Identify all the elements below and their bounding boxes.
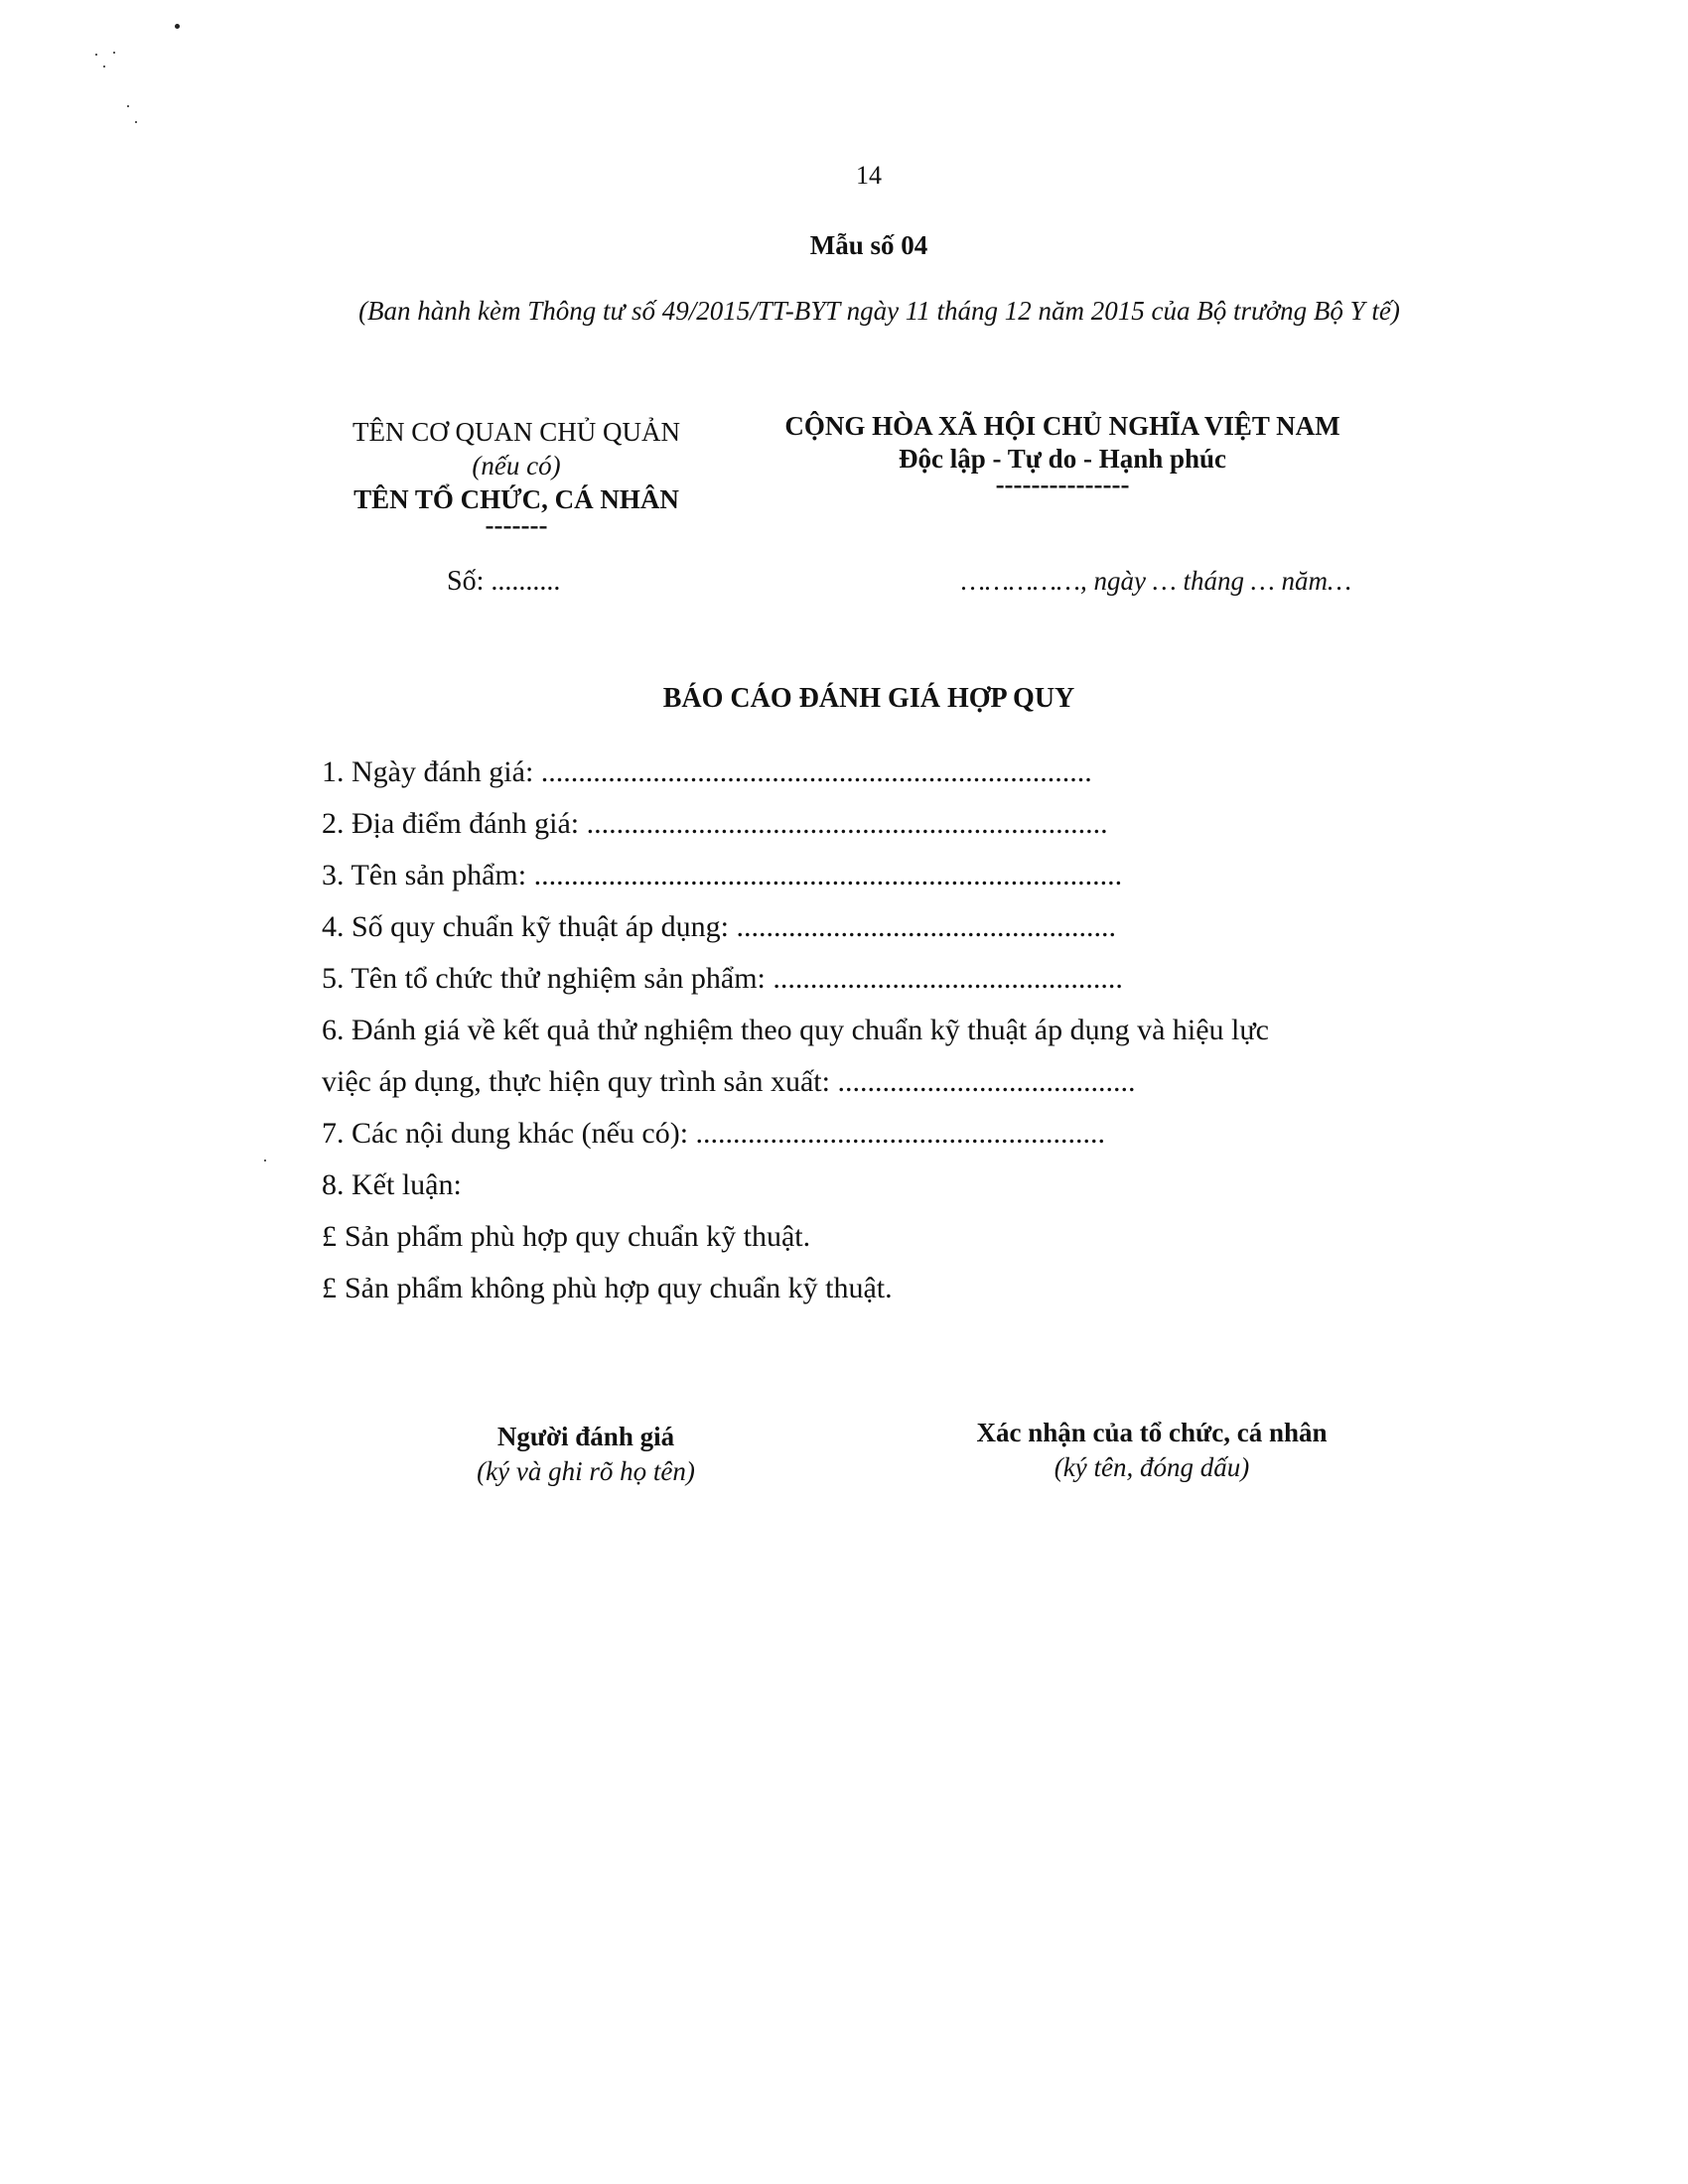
signature-evaluator-note: (ký và ghi rõ họ tên) [477,1456,695,1486]
report-item: 4. Số quy chuẩn kỹ thuật áp dụng: ................................................... [322,910,1116,943]
scan-speck [113,52,115,54]
page-number: 14 [856,161,882,190]
checkbox-icon: £ [322,1220,337,1253]
signature-organization-note: (ký tên, đóng dấu) [1054,1452,1250,1482]
scan-speck [95,54,97,56]
report-title: BÁO CÁO ĐÁNH GIÁ HỢP QUY [662,683,1075,714]
header-right-divider: --------------- [995,470,1130,499]
national-motto: Độc lập - Tự do - Hạnh phúc [898,444,1227,474]
scan-speck [175,24,180,29]
date-place-field: ……………, ngày … tháng … năm… [961,566,1352,596]
report-body [322,747,1454,1314]
report-item: 8. Kết luận: [322,1168,462,1201]
issued-by-note: (Ban hành kèm Thông tư số 49/2015/TT-BYT ngày 11 tháng 12 năm 2015 của Bộ trưởng Bộ Y tế) [358,296,1400,326]
scan-speck [127,105,129,107]
report-item: 1. Ngày đánh giá: .......................................................................... [322,755,1092,788]
report-item: 5. Tên tổ chức thử nghiệm sản phẩm: ............................................... [322,962,1123,995]
report-item: 2. Địa điểm đánh giá: ...................................................................... [322,807,1108,840]
report-item: 3. Tên sản phẩm: ............................................................................... [322,859,1123,891]
conclusion-option-conforming [322,1211,1454,1263]
conclusion-option-label: Sản phẩm phù hợp quy chuẩn kỹ thuật. [345,1220,811,1253]
report-item: việc áp dụng, thực hiện quy trình sản xuất: ........................................ [322,1065,1136,1098]
parent-agency: TÊN CƠ QUAN CHỦ QUẢN [352,417,680,447]
header-left [318,415,715,540]
header-left-divider: ------- [485,510,548,540]
report-item: 7. Các nội dung khác (nếu có): ....................................................... [322,1117,1106,1150]
checkbox-icon: £ [322,1272,337,1304]
scan-speck [135,121,137,123]
signature-evaluator-title: Người đánh giá [496,1422,675,1451]
signature-organization-title: Xác nhận của tổ chức, cá nhân [976,1418,1328,1447]
organization-name: TÊN TỔ CHỨC, CÁ NHÂN [353,484,679,514]
document-number-field: Số: .......... [447,566,561,597]
header-right [735,410,1390,499]
signature-evaluator [427,1420,745,1489]
conclusion-option-nonconforming [322,1263,1454,1314]
form-number: Mẫu số 04 [809,230,928,260]
country-name: CỘNG HÒA XÃ HỘI CHỦ NGHĨA VIỆT NAM [784,411,1340,441]
scan-speck [103,66,105,68]
parent-agency-note: (nếu có) [472,451,561,480]
conclusion-option-label: Sản phẩm không phù hợp quy chuẩn kỹ thuật. [345,1272,893,1304]
scan-speck [264,1160,266,1161]
signature-organization [884,1416,1420,1485]
report-item: 6. Đánh giá về kết quả thử nghiệm theo quy chuẩn kỹ thuật áp dụng và hiệu lực [322,1014,1269,1046]
